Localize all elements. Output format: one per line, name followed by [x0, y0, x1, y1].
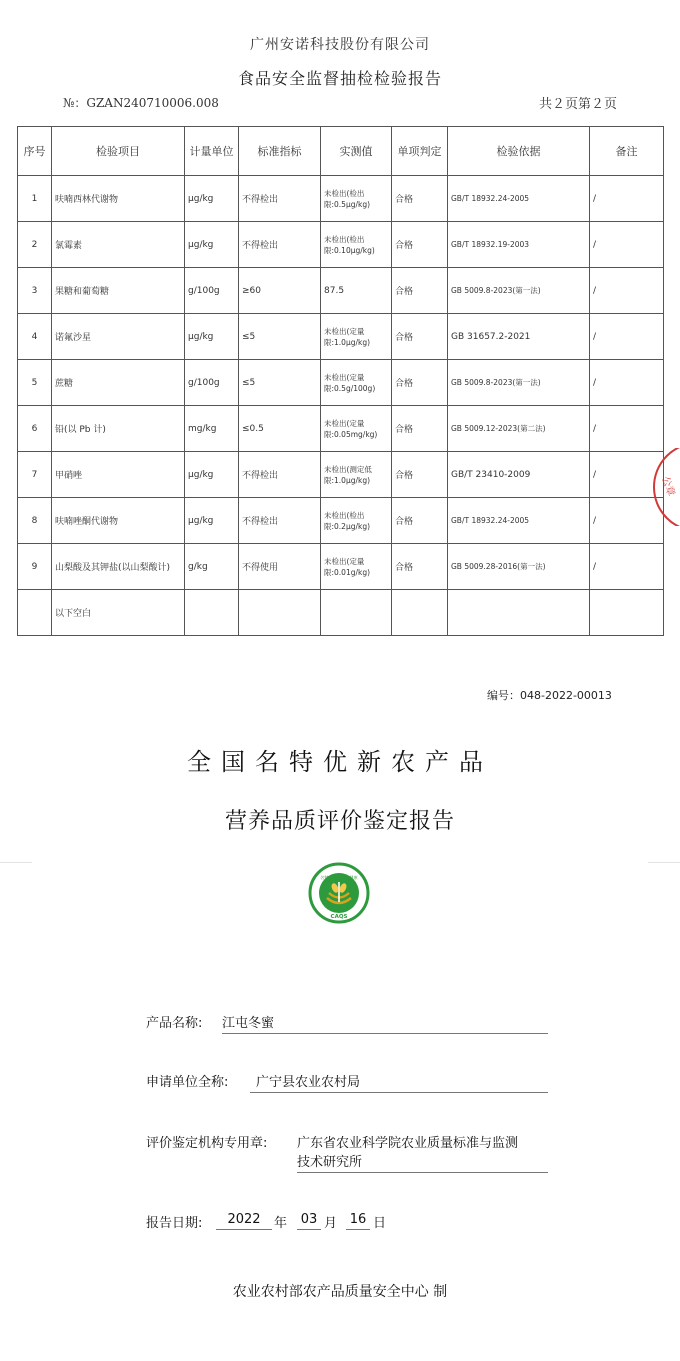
cell-standard: 不得使用	[239, 544, 321, 590]
table-row	[18, 314, 664, 360]
cell-basis: GB 5009.8-2023(第一法)	[448, 360, 590, 406]
day-unit: 日	[373, 1216, 387, 1231]
cell-remark: /	[590, 406, 664, 452]
cell-value: 未检出(测定低限:1.0μg/kg)	[321, 452, 392, 498]
cell-value: 87.5	[321, 268, 392, 314]
cell-no: 2	[18, 222, 52, 268]
cell-value: 未检出(检出限:0.5μg/kg)	[321, 176, 392, 222]
cell-basis	[448, 590, 590, 636]
cell-unit: μg/kg	[185, 498, 239, 544]
cell-basis: GB/T 18932.19-2003	[448, 222, 590, 268]
company-name: 广州安诺科技股份有限公司	[250, 37, 430, 53]
cell-no: 3	[18, 268, 52, 314]
col-header-basis: 检验依据	[448, 127, 590, 176]
cell-remark: /	[590, 268, 664, 314]
applicant-value: 广宁县农业农村局	[250, 1071, 548, 1093]
cell-value: 未检出(检出限:0.10μg/kg)	[321, 222, 392, 268]
cell-item: 果糖和葡萄糖	[52, 268, 185, 314]
report-title: 食品安全监督抽检检验报告	[237, 69, 442, 88]
caqs-logo-icon	[308, 862, 370, 924]
svg-text:CAQS: CAQS	[330, 914, 348, 920]
cell-no: 5	[18, 360, 52, 406]
cell-standard: ≤0.5	[239, 406, 321, 452]
cell-remark: /	[590, 452, 664, 498]
product-name-value: 江屯冬蜜	[222, 1012, 548, 1034]
col-header-no: 序号	[18, 127, 52, 176]
table-row	[18, 268, 664, 314]
cell-standard: 不得检出	[239, 222, 321, 268]
svg-text:名特 优新 营养 健康: 名特 优新 营养 健康	[320, 875, 358, 880]
cell-judgment: 合格	[392, 498, 448, 544]
report-day: 16	[346, 1212, 370, 1230]
cell-basis: GB 31657.2-2021	[448, 314, 590, 360]
report-year: 2022	[216, 1212, 272, 1230]
cell-unit: g/100g	[185, 360, 239, 406]
cell-standard: 不得检出	[239, 176, 321, 222]
table-row	[18, 406, 664, 452]
cell-no: 9	[18, 544, 52, 590]
cell-item: 呋喃西林代谢物	[52, 176, 185, 222]
page-divider-right	[648, 862, 680, 863]
col-header-standard: 标准指标	[239, 127, 321, 176]
cell-no: 6	[18, 406, 52, 452]
cell-basis: GB 5009.12-2023(第二法)	[448, 406, 590, 452]
cell-no: 4	[18, 314, 52, 360]
cell-item: 甲硝唑	[52, 452, 185, 498]
cell-value: 未检出(检出限:0.2μg/kg)	[321, 498, 392, 544]
report-number: №：GZAN240710006.008	[63, 96, 219, 110]
report-date-label: 报告日期:	[146, 1216, 203, 1231]
col-header-unit: 计量单位	[185, 127, 239, 176]
cell-item: 呋喃唑酮代谢物	[52, 498, 185, 544]
table-row	[18, 498, 664, 544]
cell-standard: ≤5	[239, 360, 321, 406]
cell-judgment: 合格	[392, 544, 448, 590]
cell-basis: GB/T 18932.24-2005	[448, 498, 590, 544]
applicant-label: 申请单位全称:	[146, 1075, 229, 1090]
col-header-judgment: 单项判定	[392, 127, 448, 176]
cell-unit: g/100g	[185, 268, 239, 314]
col-header-value: 实测值	[321, 127, 392, 176]
cell-judgment: 合格	[392, 268, 448, 314]
cell-standard: 不得检出	[239, 452, 321, 498]
cell-item: 铅(以 Pb 计)	[52, 406, 185, 452]
certificate-title: 全国名特优新农产品	[187, 748, 493, 776]
cell-remark: /	[590, 176, 664, 222]
cell-item: 以下空白	[52, 590, 185, 636]
cell-judgment: 合格	[392, 314, 448, 360]
cell-unit: g/kg	[185, 544, 239, 590]
cell-value: 未检出(定量限:0.05mg/kg)	[321, 406, 392, 452]
svg-text:公章: 公章	[659, 475, 677, 498]
cell-no: 7	[18, 452, 52, 498]
cell-remark: /	[590, 360, 664, 406]
cell-basis: GB/T 18932.24-2005	[448, 176, 590, 222]
cell-unit	[185, 590, 239, 636]
cell-judgment: 合格	[392, 452, 448, 498]
cell-unit: μg/kg	[185, 176, 239, 222]
table-row	[18, 176, 664, 222]
cell-judgment	[392, 590, 448, 636]
report-month: 03	[297, 1212, 321, 1230]
cell-judgment: 合格	[392, 222, 448, 268]
table-row	[18, 360, 664, 406]
month-unit: 月	[324, 1216, 338, 1231]
cell-no	[18, 590, 52, 636]
certificate-number: 编号：048-2022-00013	[487, 689, 612, 702]
cell-remark: /	[590, 544, 664, 590]
cell-unit: μg/kg	[185, 314, 239, 360]
cell-judgment: 合格	[392, 360, 448, 406]
cell-item: 蔗糖	[52, 360, 185, 406]
cell-standard	[239, 590, 321, 636]
issuer-footer: 农业农村部农产品质量安全中心 制	[232, 1284, 448, 1300]
cell-remark: /	[590, 222, 664, 268]
cell-value: 未检出(定量限:1.0μg/kg)	[321, 314, 392, 360]
cell-judgment: 合格	[392, 176, 448, 222]
organization-name-line1: 广东省农业科学院农业质量标准与监测	[297, 1136, 519, 1151]
certificate-subtitle: 营养品质评价鉴定报告	[224, 809, 455, 834]
table-row	[18, 222, 664, 268]
cell-unit: mg/kg	[185, 406, 239, 452]
cell-value: 未检出(定量限:0.01g/kg)	[321, 544, 392, 590]
inspection-table	[17, 126, 664, 636]
cell-remark	[590, 590, 664, 636]
cell-standard: 不得检出	[239, 498, 321, 544]
cell-standard: ≥60	[239, 268, 321, 314]
cell-basis: GB/T 23410-2009	[448, 452, 590, 498]
cell-basis: GB 5009.8-2023(第一法)	[448, 268, 590, 314]
cell-item: 氯霉素	[52, 222, 185, 268]
official-seal-fragment	[650, 448, 680, 526]
organization-seal-label: 评价鉴定机构专用章:	[146, 1136, 268, 1151]
cell-item: 诺氟沙星	[52, 314, 185, 360]
product-name-label: 产品名称:	[146, 1016, 203, 1031]
col-header-item: 检验项目	[52, 127, 185, 176]
cell-no: 1	[18, 176, 52, 222]
cell-standard: ≤5	[239, 314, 321, 360]
table-row	[18, 544, 664, 590]
table-header-row	[18, 127, 664, 176]
cell-value: 未检出(定量限:0.5g/100g)	[321, 360, 392, 406]
cell-unit: μg/kg	[185, 452, 239, 498]
table-row	[18, 452, 664, 498]
year-unit: 年	[274, 1216, 288, 1231]
cell-remark: /	[590, 314, 664, 360]
page-indicator: 共２页第２页	[538, 97, 617, 112]
cell-judgment: 合格	[392, 406, 448, 452]
table-row	[18, 590, 664, 636]
cell-unit: μg/kg	[185, 222, 239, 268]
cell-basis: GB 5009.28-2016(第一法)	[448, 544, 590, 590]
cell-remark: /	[590, 498, 664, 544]
organization-name-line2: 技术研究所	[297, 1151, 548, 1173]
cell-no: 8	[18, 498, 52, 544]
col-header-remark: 备注	[590, 127, 664, 176]
cell-value	[321, 590, 392, 636]
page-divider-left	[0, 862, 32, 863]
cell-item: 山梨酸及其钾盐(以山梨酸计)	[52, 544, 185, 590]
